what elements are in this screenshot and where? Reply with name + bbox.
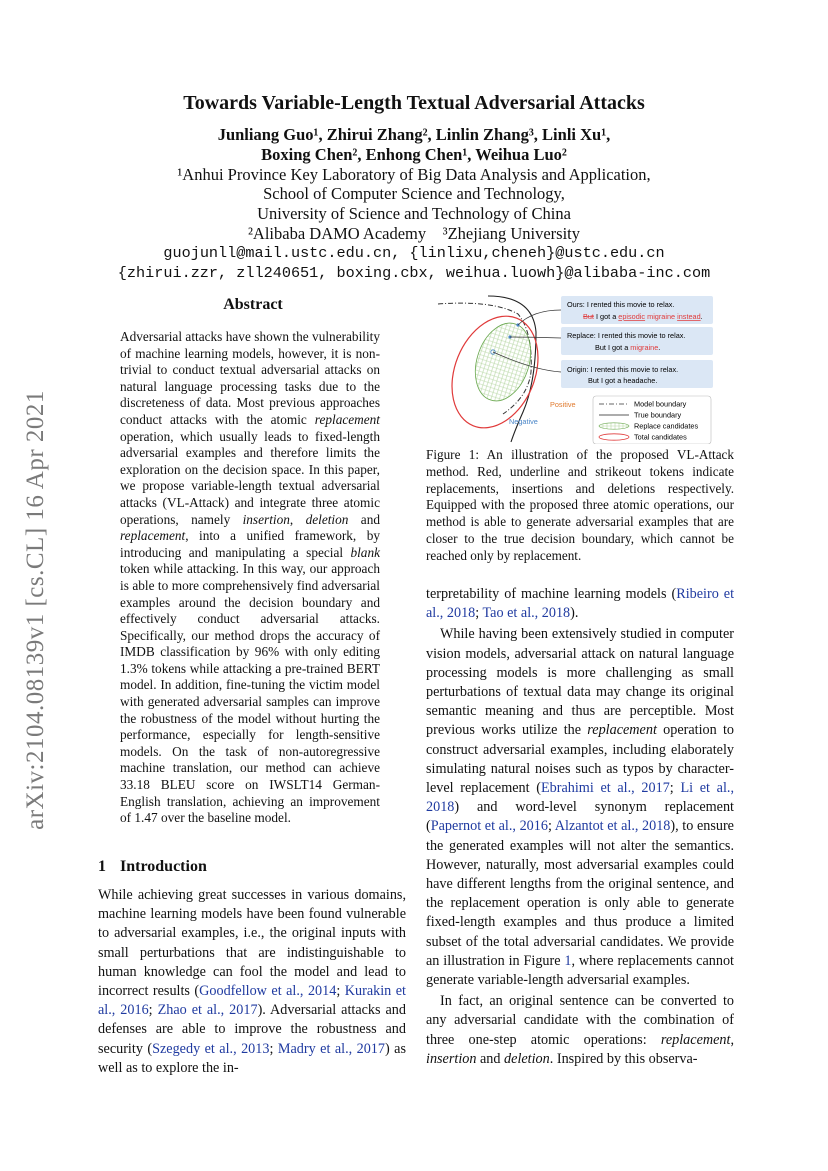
citation-link[interactable]: Ebrahimi et al., 2017	[540, 780, 670, 797]
email-line-2: {zhirui.zzr, zll240651, boxing.cbx, weihua.luowh}@alibaba-inc.com	[117, 263, 711, 282]
citation-link[interactable]: Alzantot et al., 2018	[554, 818, 671, 835]
paragraph: While having been extensively studied in computer vision models, adversarial attack on natural language processing models is more challenging as small perturbations of textual data may change its original semantic meaning and thus are perceptible. Most previous works utilize the replacement operation to construct adversarial examples, including elaborately simulating natural noises such as typos by character-level replacement (Ebrahimi et al., 2017; Li et al., 2018) and word-level synonym replacement (Papernot et al., 2016; Alzantot et al., 2018), to ensure the generated examples will not alter the semantics. However, naturally, most adversarial examples could have different lengths from the original sentence, and the replacement operation is only able to generate fixed-length examples and thus produce a limited subset of the total adversarial candidates. We provide an illustration in Figure 1, where replacements cannot generate variable-length adversarial examples.	[426, 626, 734, 989]
affiliation-4: ²Alibaba DAMO Academy ³Zhejiang University	[247, 223, 581, 243]
authors-line-1: Junliang Guo¹, Zhirui Zhang², Linlin Zhang³, Linli Xu¹,	[217, 125, 611, 144]
introduction-body: While achieving great successes in various domains, machine learning models have been found vulnerable to adversarial examples, i.e., the original inputs with small perturbations that are indistinguishable to human knowledge can fool the model and lead to incorrect results (Goodfellow et al., 2014; Kurakin et al., 2016; Zhao et al., 2017). Adversarial attacks and defenses are able to improve the robustness and security (Szegedy et al., 2013; Madry et al., 2017) as well as to explore the in-	[98, 887, 406, 1076]
arxiv-id: arXiv:2104.08139v1 [cs.CL] 16 Apr 2021	[22, 390, 49, 830]
email-line-1: guojunll@mail.ustc.edu.cn, {linlixu,cheneh}@ustc.edu.cn	[163, 243, 665, 262]
negative-label: Negative	[509, 417, 538, 426]
citation-link[interactable]: Tao et al., 2018	[482, 605, 571, 622]
ours-line-2: But I got a episodic migraine instead.	[583, 312, 703, 321]
authors-line-2: Boxing Chen², Enhong Chen¹, Weihua Luo²	[261, 144, 567, 164]
citation-link[interactable]: Ribeiro et al., 2018	[426, 586, 735, 622]
origin-line-1: Origin: I rented this movie to relax.	[567, 365, 679, 374]
legend-model-boundary: Model boundary	[634, 399, 687, 409]
citation-link[interactable]: Papernot et al., 2016	[430, 818, 548, 835]
affiliation-2: School of Computer Science and Technology,	[263, 184, 565, 204]
citation-link[interactable]: Li et al., 2018	[426, 780, 734, 816]
citation-link[interactable]: Zhao et al., 2017	[157, 1002, 258, 1019]
affiliation-1: ¹Anhui Province Key Laboratory of Big Data Analysis and Application,	[177, 164, 651, 184]
paper-header	[60, 125, 768, 283]
positive-label: Positive	[550, 400, 576, 409]
figure-1-caption: Figure 1: An illustration of the proposed VL-Attack method. Red, underline and strikeout tokens indicate replacements, insertions and deletions respectively. Equipped with the proposed three atomic operations, our method is able to generate adversarial examples that are closer to the true decision boundary, which cannot be reached only by replacement.	[426, 447, 734, 563]
citation-link[interactable]: Szegedy et al., 2013	[152, 1040, 270, 1057]
replace-line-1: Replace: I rented this movie to relax.	[567, 331, 686, 340]
citation-link[interactable]: Madry et al., 2017	[277, 1040, 385, 1057]
arxiv-stamp	[14, 360, 58, 860]
citation-link[interactable]: Goodfellow et al., 2014	[199, 983, 337, 1000]
citation-link[interactable]: Kurakin et al., 2016	[98, 983, 406, 1019]
affiliation-3: University of Science and Technology of China	[257, 204, 571, 224]
origin-line-2: But I got a headache.	[588, 376, 658, 385]
paragraph: In fact, an original sentence can be converted to any adversarial candidate with the combination of three one-step atomic operations: replacement, insertion and deletion. Inspired by this observa-	[426, 993, 734, 1067]
right-column-body	[426, 585, 734, 1069]
legend-replace-candidates: Replace candidates	[634, 421, 699, 431]
paper-title: Towards Variable-Length Textual Adversarial Attacks	[183, 92, 645, 114]
paragraph: terpretability of machine learning models (Ribeiro et al., 2018; Tao et al., 2018).	[426, 586, 735, 622]
ours-line-1: Ours: I rented this movie to relax.	[567, 300, 675, 309]
abstract-heading: Abstract	[223, 296, 283, 313]
legend-true-boundary: True boundary	[634, 410, 682, 420]
figure-1-illustration	[433, 292, 733, 444]
figure-reference-link[interactable]: 1	[564, 952, 572, 969]
replace-line-2: But I got a migraine.	[595, 343, 661, 352]
legend-total-candidates: Total candidates	[634, 432, 687, 442]
abstract-body: Adversarial attacks have shown the vulnerability of machine learning models, however, it is non-trivial to conduct textual adversarial attacks on natural language processing tasks due to the discreteness of data. Most previous approaches conduct attacks with the atomic replacement operation, which usually leads to fixed-length adversarial examples and therefore limits the exploration on the decision space. In this paper, we propose variable-length textual adversarial attacks (VL-Attack) and integrate three atomic operations, namely insertion, deletion and replacement, into a unified framework, by introducing and manipulating a special blank token while attacking. In this way, our approach is able to more comprehensively find adversarial examples around the decision boundary and effectively conduct adversarial attacks. Specifically, our method drops the accuracy of IMDB classification by 96% with only editing 1.3% tokens while attacking a pre-trained BERT model. In addition, fine-tuning the victim model with generated adversarial samples can improve the robustness of the model without hurting the performance, especially for length-sensitive models. On the task of non-autoregressive machine translation, our method can achieve 33.18 BLEU score on IWSLT14 German-English translation, achieving an improvement of 1.47 over the baseline model.	[120, 329, 380, 826]
section-heading-introduction: 1 Introduction	[98, 858, 207, 875]
